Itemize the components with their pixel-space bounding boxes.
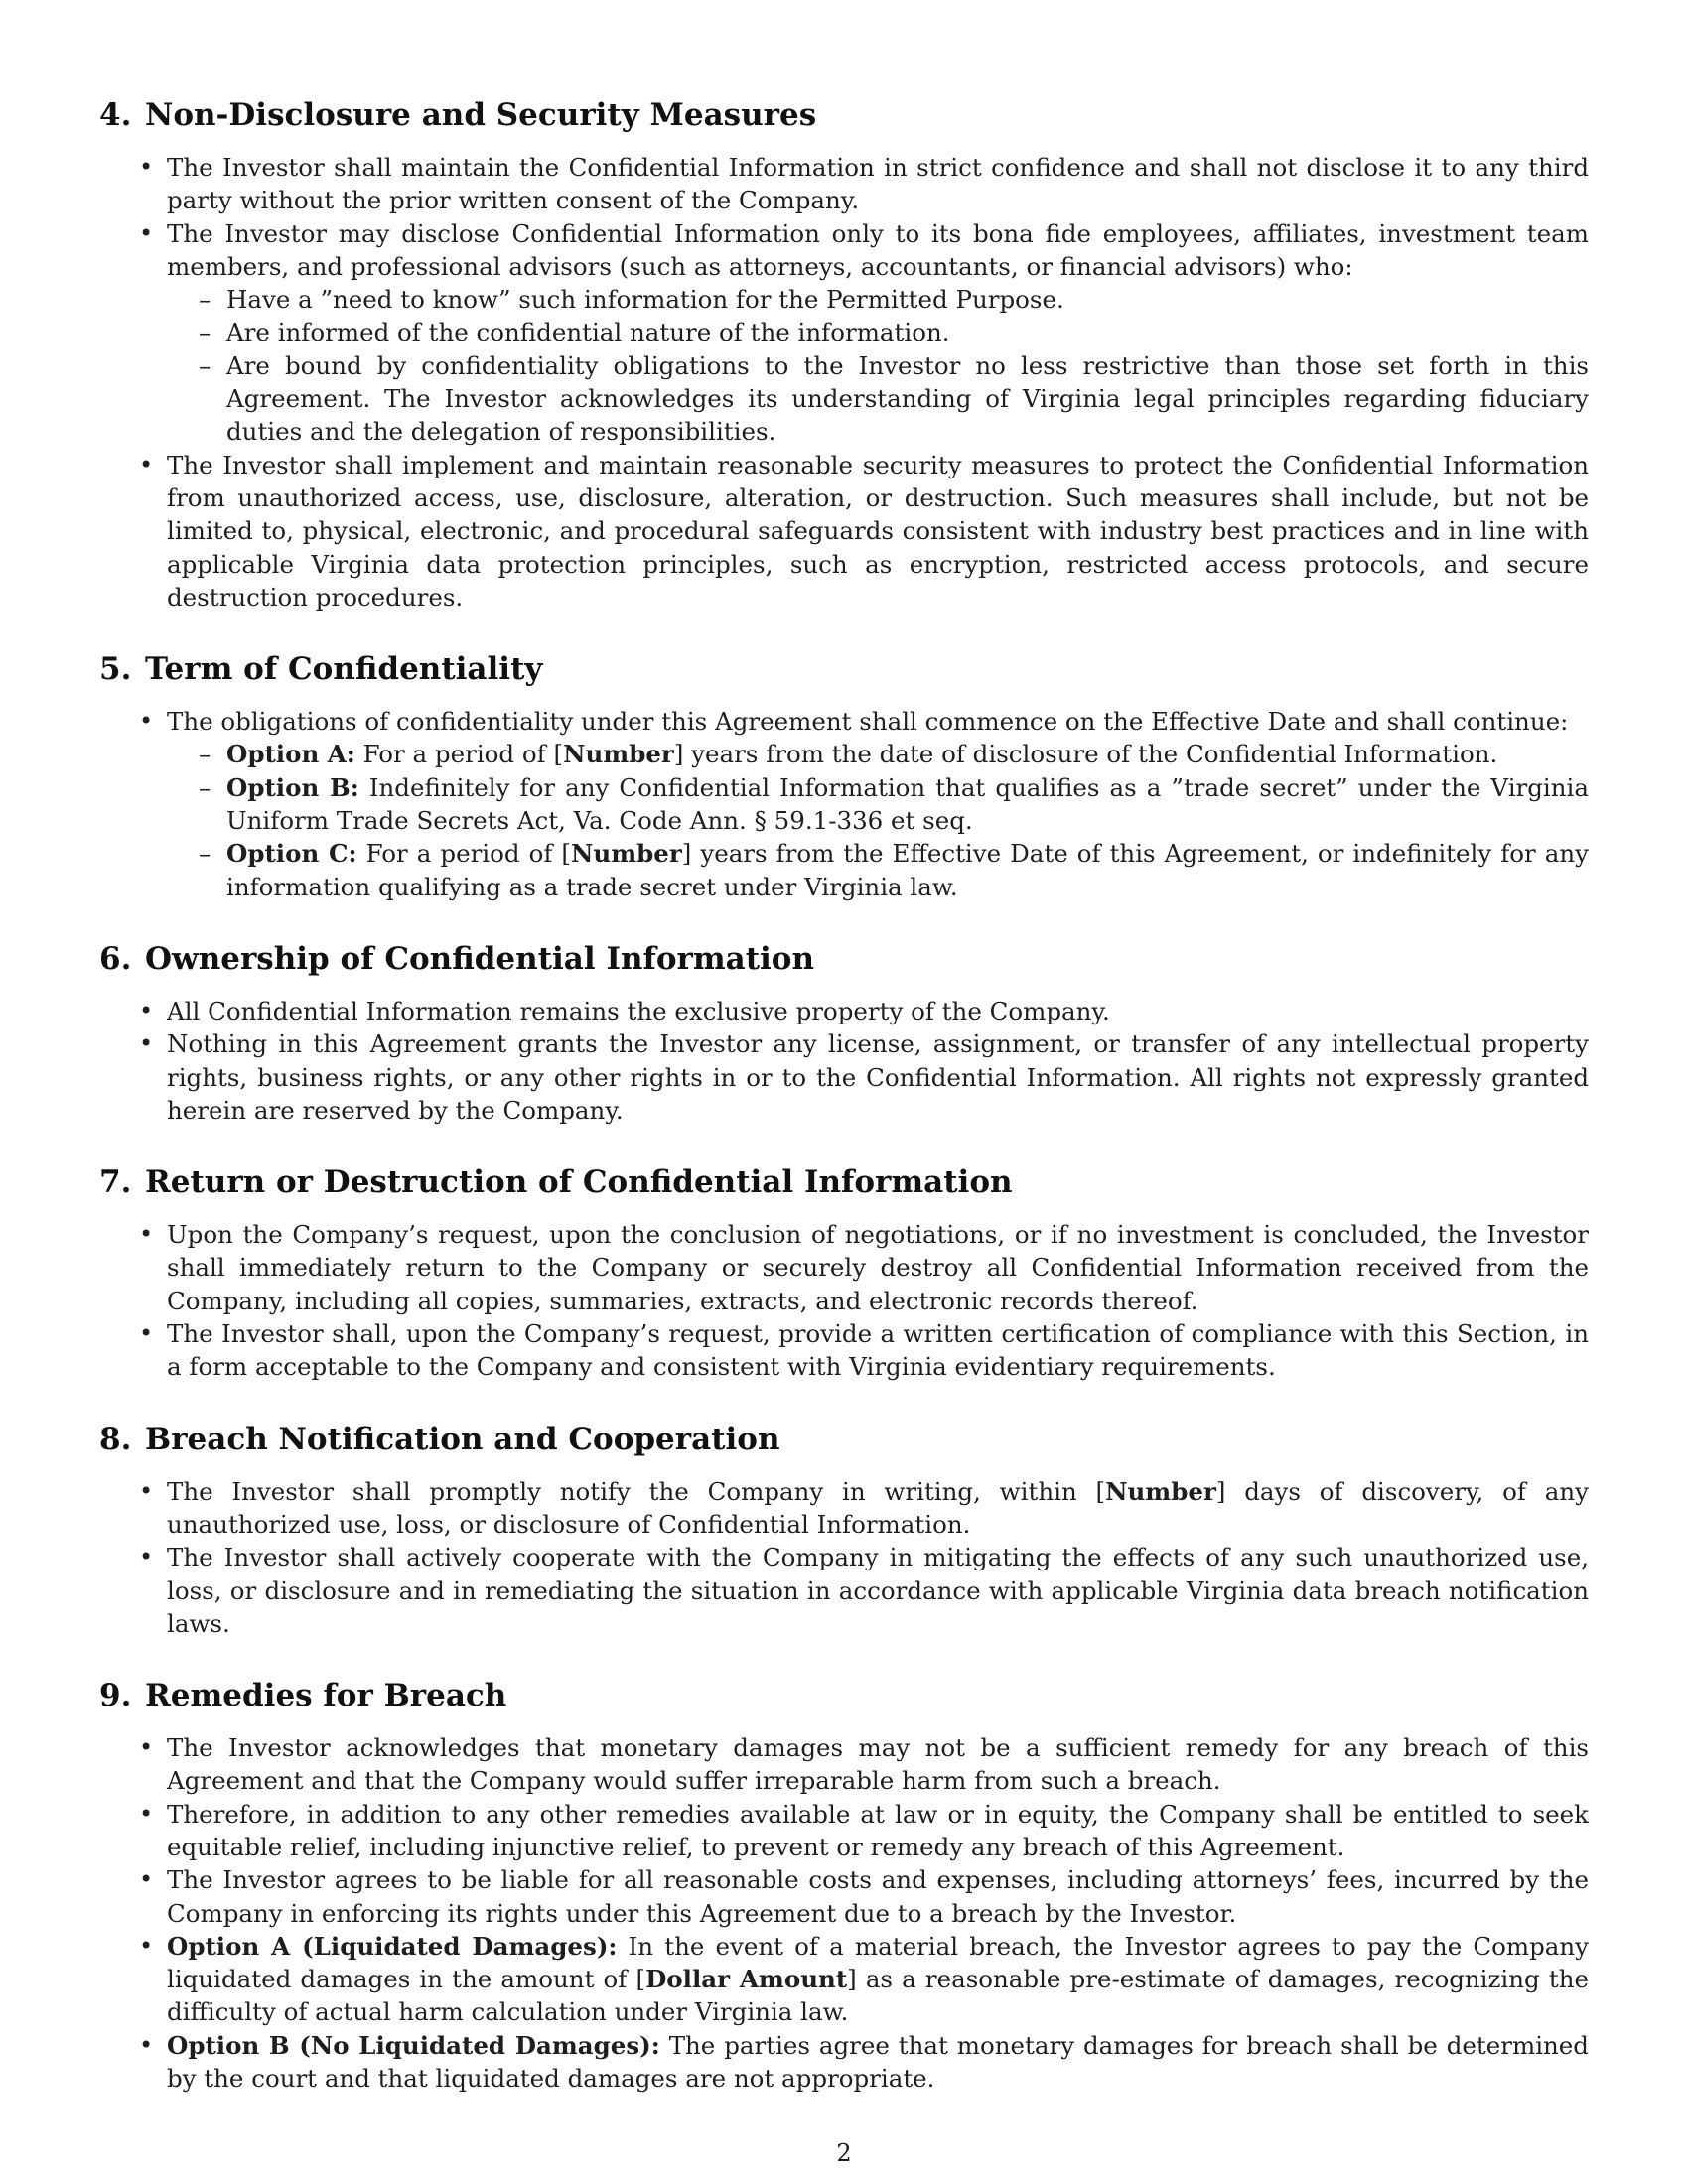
sub-list-item: – Are informed of the confidential nature of the information. — [167, 316, 1589, 348]
section-heading — [99, 1418, 1589, 1461]
bullet-list — [99, 1475, 1589, 1640]
bullet-list — [99, 1218, 1589, 1383]
sub-list — [167, 283, 1589, 448]
list-item: • Therefore, in addition to any other remedies available at law or in equity, the Company shall be entitled to seek equitable relief, including injunctive relief, to prevent or remedy any breach of this Agreement. — [99, 1798, 1589, 1864]
option-label: Option A (Liquidated Damages): — [167, 1931, 618, 1961]
list-item: • Upon the Company’s request, upon the conclusion of negotiations, or if no investment is concluded, the Investor shall immediately return to the Company or securely destroy all Confidential Information received from the Company, including all copies, summaries, extracts, and electronic records thereof. — [99, 1218, 1589, 1317]
sub-list — [167, 738, 1589, 902]
section-title: Non-Disclosure and Security Measures — [145, 97, 817, 133]
option-label: Option B: — [226, 772, 359, 802]
section-title: Remedies for Breach — [145, 1678, 507, 1714]
option-text: In the event of a material breach, the Investor agrees to pay the Company liquidated damages in the amount of [ — [167, 1931, 1589, 1994]
option-label: Option B (No Liquidated Damages): — [167, 2030, 660, 2060]
bullet-list — [99, 151, 1589, 614]
list-item-text: ] days of discovery, of any unauthorized use, loss, or disclosure of Confidential Information. — [167, 1476, 1589, 1539]
section-number: 8. — [99, 1421, 132, 1457]
section-title: Return or Destruction of Confidential Information — [145, 1164, 1013, 1201]
option-b-item — [167, 771, 1589, 838]
option-a-item — [99, 1930, 1589, 2029]
section-number: 6. — [99, 940, 132, 977]
bullet-list — [99, 1731, 1589, 2095]
section-number: 4. — [99, 97, 132, 133]
list-item: • The Investor shall implement and maintain reasonable security measures to protect the Confidential Information from unauthorized access, use, disclosure, alteration, or destruction. Such measures shall include, but not be limited to, physical, electronic, and procedural safeguards consistent with industry best practices and in line with applicable Virginia data protection principles, such as encryption, restricted access protocols, and secure destruction procedures. — [99, 449, 1589, 614]
option-text: For a period of [ — [356, 839, 571, 869]
list-item — [99, 1475, 1589, 1542]
section-heading — [99, 647, 1589, 691]
option-text: For a period of [ — [354, 740, 564, 769]
option-text: Indefinitely for any Confidential Information that qualifies as a ”trade secret” under the Virginia Uniform Trade Secrets Act, Va. Code Ann. § 59.1-336 et seq. — [226, 772, 1589, 836]
placeholder-number: Number — [563, 740, 674, 769]
option-text: ] years from the date of disclosure of the Confidential Information. — [673, 740, 1498, 769]
option-label: Option A: — [226, 740, 355, 769]
section-heading — [99, 1674, 1589, 1717]
option-b-item — [99, 2029, 1589, 2096]
section-number: 5. — [99, 651, 132, 688]
option-a-item — [167, 738, 1589, 770]
section-number: 9. — [99, 1678, 132, 1714]
list-item-text: The Investor may disclose Confidential Information only to its bona fide employees, affiliates, investment team members, and professional advisors (such as attorneys, accountants, or financial advisors) who: — [167, 218, 1589, 281]
option-text: ] years from the Effective Date of this Agreement, or indefinitely for any information qualifying as a trade secret under Virginia law. — [226, 839, 1589, 901]
placeholder-number: Number — [1105, 1476, 1216, 1506]
list-item-text: The Investor shall promptly notify the Company in writing, within [ — [167, 1476, 1106, 1506]
section-heading — [99, 937, 1589, 981]
option-text: ] as a reasonable pre-estimate of damages, recognizing the difficulty of actual harm calculation under Virginia law. — [167, 1965, 1589, 2027]
list-item-text: The obligations of confidentiality under this Agreement shall commence on the Effective Date and shall continue: — [167, 707, 1569, 737]
option-c-item — [167, 837, 1589, 903]
section-9 — [99, 1674, 1589, 2095]
section-number: 7. — [99, 1164, 132, 1201]
section-heading — [99, 93, 1589, 137]
page-content — [99, 93, 1589, 2128]
list-item: • The Investor shall, upon the Company’s request, provide a written certification of compliance with this Section, in a form acceptable to the Company and consistent with Virginia evidentiary requirements. — [99, 1317, 1589, 1384]
page-number: 2 — [836, 2139, 852, 2167]
list-item: • All Confidential Information remains the exclusive property of the Company. — [99, 995, 1589, 1027]
section-7 — [99, 1160, 1589, 1383]
placeholder-dollar-amount: Dollar Amount — [645, 1965, 848, 1994]
list-item: • Nothing in this Agreement grants the Investor any license, assignment, or transfer of any intellectual property rights, business rights, or any other rights in or to the Confidential Information. All rights not expressly granted herein are reserved by the Company. — [99, 1027, 1589, 1127]
list-item — [99, 705, 1589, 903]
bullet-list — [99, 995, 1589, 1127]
list-item: • The Investor shall maintain the Confidential Information in strict confidence and shall not disclose it to any third party without the prior written consent of the Company. — [99, 151, 1589, 217]
list-item — [99, 217, 1589, 449]
section-title: Ownership of Confidential Information — [145, 940, 815, 977]
section-5 — [99, 647, 1589, 903]
section-title: Breach Notification and Cooperation — [145, 1421, 780, 1457]
option-label: Option C: — [226, 839, 357, 869]
sub-list-item: – Are bound by confidentiality obligations to the Investor no less restrictive than those set forth in this Agreement. The Investor acknowledges its understanding of Virginia legal principles regarding fiduciary duties and the delegation of responsibilities. — [167, 349, 1589, 449]
section-8 — [99, 1418, 1589, 1640]
section-6 — [99, 937, 1589, 1127]
section-4 — [99, 93, 1589, 614]
list-item: • The Investor shall actively cooperate with the Company in mitigating the effects of any such unauthorized use, loss, or disclosure and in remediating the situation in accordance with applicable Virginia data breach notification laws. — [99, 1541, 1589, 1640]
list-item: • The Investor acknowledges that monetary damages may not be a sufficient remedy for any breach of this Agreement and that the Company would suffer irreparable harm from such a breach. — [99, 1731, 1589, 1798]
option-text: The parties agree that monetary damages for breach shall be determined by the court and that liquidated damages are not appropriate. — [167, 2030, 1589, 2094]
section-title: Term of Confidentiality — [145, 651, 543, 688]
list-item: • The Investor agrees to be liable for all reasonable costs and expenses, including attorneys’ fees, incurred by the Company in enforcing its rights under this Agreement due to a breach by the Investor. — [99, 1863, 1589, 1930]
sub-list-item: – Have a ”need to know” such information for the Permitted Purpose. — [167, 283, 1589, 316]
bullet-list — [99, 705, 1589, 903]
placeholder-number: Number — [571, 839, 682, 869]
section-heading — [99, 1160, 1589, 1204]
